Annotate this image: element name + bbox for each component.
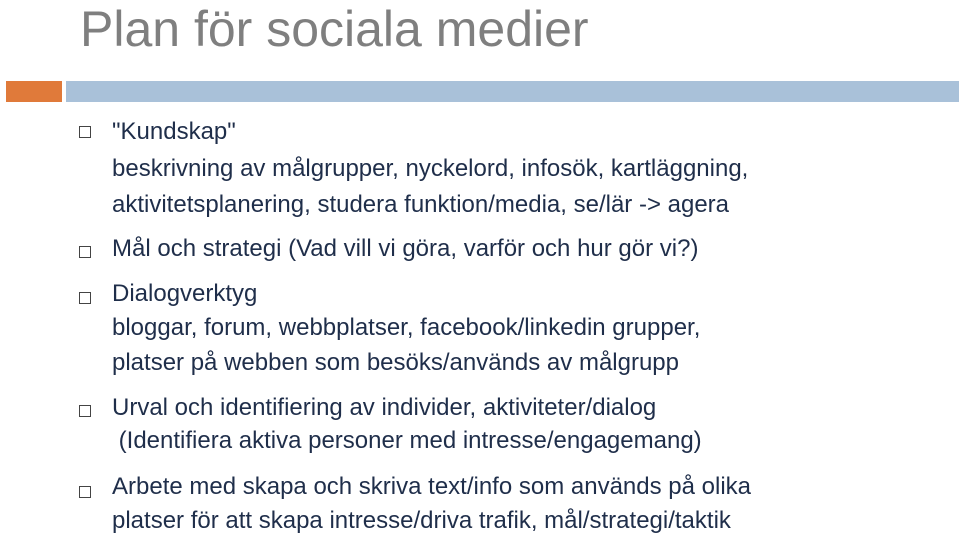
bullet-line: Dialogverktyg bbox=[112, 280, 258, 307]
bullet-line: (Identifiera aktiva personer med intresse/engagemang) bbox=[112, 427, 702, 454]
bullet-line: Mål och strategi (Vad vill vi göra, varför och hur gör vi?) bbox=[112, 235, 699, 262]
checkbox-bullet-icon bbox=[79, 486, 91, 498]
bullet-line: platser för att skapa intresse/driva trafik, mål/strategi/taktik bbox=[112, 507, 731, 534]
bullet-line: "Kundskap" bbox=[112, 118, 236, 145]
bullet-line: platser på webben som besöks/används av målgrupp bbox=[112, 349, 679, 376]
bullet-line: aktivitetsplanering, studera funktion/media, se/lär -> agera bbox=[112, 191, 730, 218]
bullet-line: bloggar, forum, webbplatser, facebook/linkedin grupper, bbox=[112, 314, 701, 341]
bullet-line: Arbete med skapa och skriva text/info som används på olika bbox=[112, 473, 751, 500]
checkbox-bullet-icon bbox=[79, 405, 91, 417]
bullet-line: Urval och identifiering av individer, aktiviteter/dialog bbox=[112, 394, 657, 421]
checkbox-bullet-icon bbox=[79, 246, 91, 258]
slide-title: Plan för sociala medier bbox=[80, 1, 589, 57]
checkbox-bullet-icon bbox=[79, 126, 91, 138]
checkbox-bullet-icon bbox=[79, 292, 91, 304]
bullet-line: beskrivning av målgrupper, nyckelord, infosök, kartläggning, bbox=[112, 155, 749, 182]
